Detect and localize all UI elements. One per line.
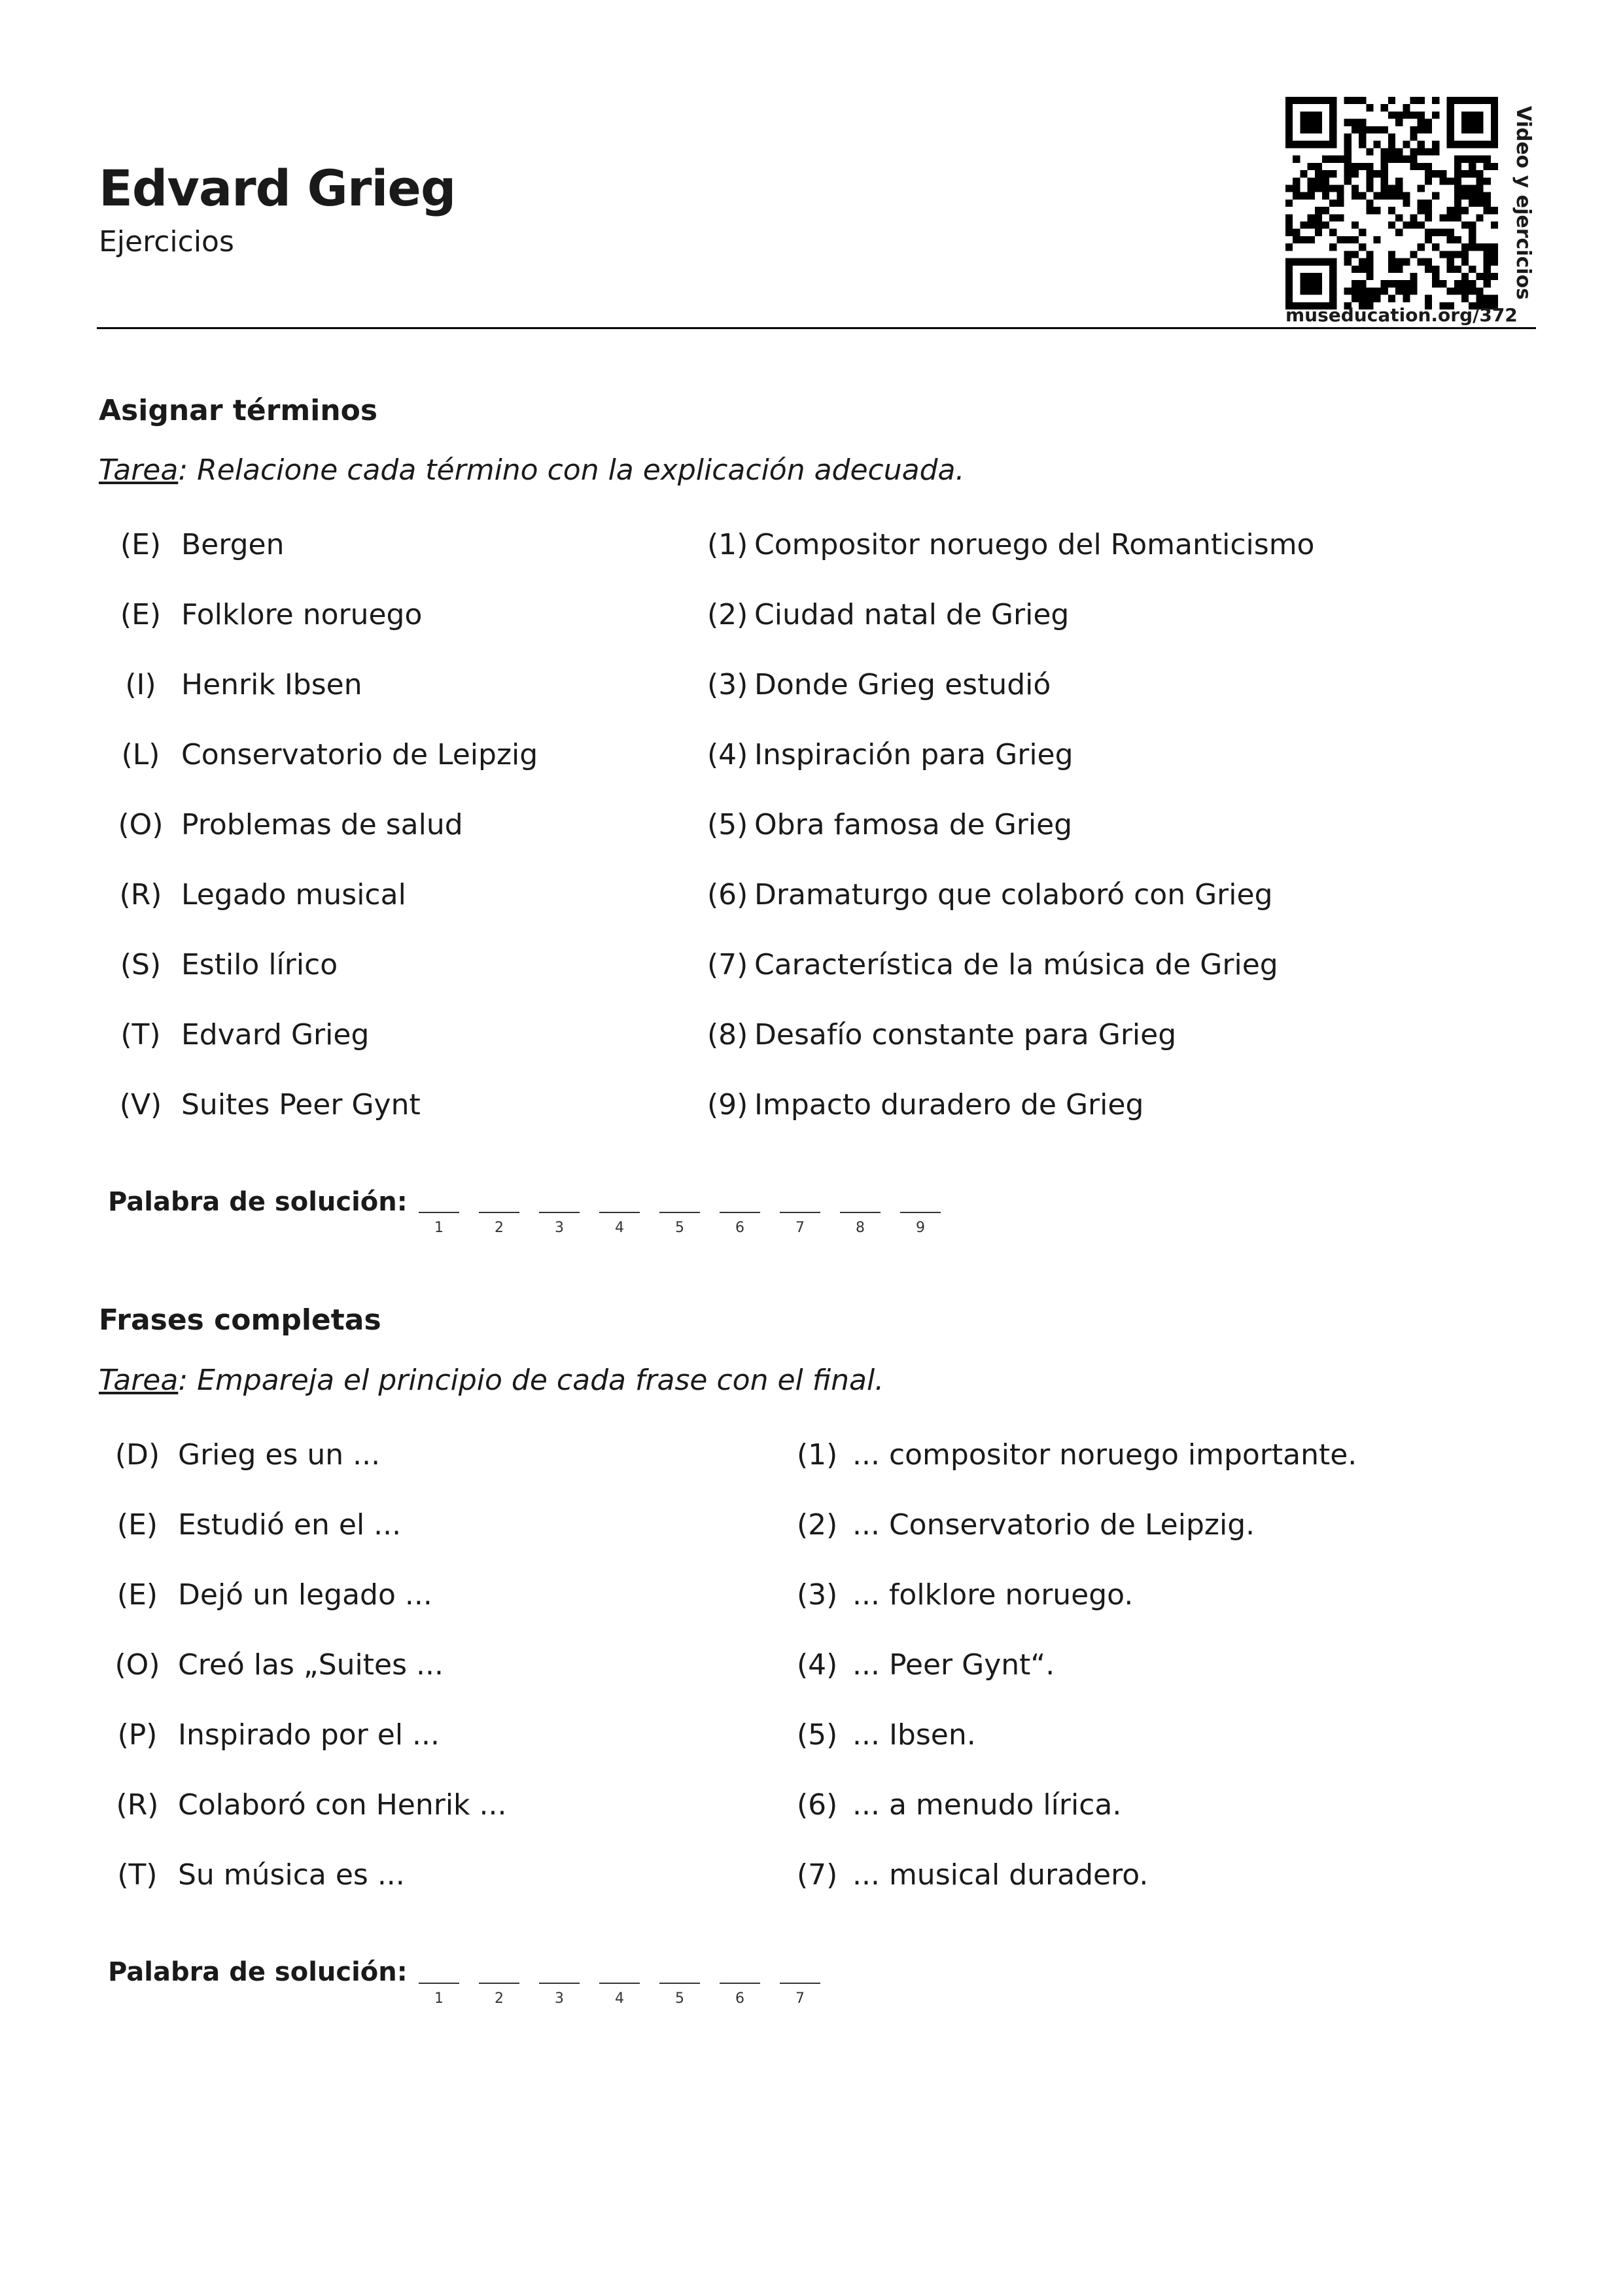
ending-text: ... a menudo lírica. (852, 1788, 1122, 1822)
beginning-letter: (E) (116, 1508, 158, 1542)
ending-text: ... folklore noruego. (852, 1578, 1134, 1612)
explanation-text: Compositor noruego del Romanticismo (754, 528, 1315, 561)
term-letter: (E) (120, 528, 162, 561)
term-text: Bergen (181, 528, 285, 561)
beginning-letter: (O) (114, 1648, 160, 1682)
section-heading-sentences: Frases completas (99, 1303, 381, 1337)
term-row (0, 1086, 1623, 1125)
term-row (0, 875, 1623, 915)
term-letter: (E) (120, 598, 162, 631)
term-text: Folklore noruego (181, 598, 423, 631)
ending-text: ... musical duradero. (852, 1858, 1149, 1892)
term-letter: (S) (120, 948, 162, 981)
ending-text: ... compositor noruego importante. (852, 1438, 1357, 1472)
explanation-number: (9) (707, 1088, 748, 1122)
solution-blank[interactable] (539, 1983, 580, 2019)
blank-number: 7 (795, 1990, 805, 2007)
page-subtitle: Ejercicios (99, 225, 234, 258)
blank-number: 2 (495, 1220, 504, 1236)
ending-number: (7) (797, 1858, 838, 1892)
solution-blank[interactable] (780, 1212, 820, 1248)
sentence-row (0, 1436, 1623, 1475)
blank-number: 4 (615, 1990, 624, 2007)
sentence-row (0, 1506, 1623, 1545)
explanation-text: Inspiración para Grieg (754, 738, 1073, 771)
beginning-text: Creó las „Suites ... (178, 1648, 444, 1682)
beginning-text: Inspirado por el ... (178, 1718, 440, 1752)
task-label: Tarea (99, 453, 179, 487)
blank-number: 6 (735, 1220, 744, 1236)
explanation-text: Impacto duradero de Grieg (754, 1088, 1144, 1122)
term-letter: (L) (121, 738, 160, 771)
sentence-row (0, 1856, 1623, 1895)
term-letter: (I) (125, 668, 156, 701)
solution-blank[interactable] (479, 1983, 519, 2019)
blank-number: 1 (434, 1990, 444, 2007)
solution-blank[interactable] (539, 1212, 580, 1248)
term-letter: (T) (120, 1018, 161, 1051)
beginning-letter: (R) (116, 1788, 159, 1822)
explanation-text: Característica de la música de Grieg (754, 948, 1278, 981)
term-letter: (V) (119, 1088, 162, 1122)
solution-blank[interactable] (720, 1983, 760, 2019)
term-row (0, 665, 1623, 705)
explanation-number: (5) (707, 808, 748, 841)
blank-number: 3 (555, 1990, 564, 2007)
term-row (0, 945, 1623, 985)
term-row (0, 595, 1623, 635)
solution-blank[interactable] (479, 1212, 519, 1248)
sentence-row (0, 1716, 1623, 1755)
explanation-number: (2) (707, 598, 748, 631)
task-text: : Empareja el principio de cada frase con el final. (178, 1364, 884, 1397)
blank-number: 4 (615, 1220, 624, 1236)
ending-number: (2) (797, 1508, 838, 1542)
explanation-text: Desafío constante para Grieg (754, 1018, 1177, 1051)
solution-blank[interactable] (419, 1212, 459, 1248)
blank-number: 7 (795, 1220, 805, 1236)
blank-number: 3 (555, 1220, 564, 1236)
beginning-text: Colaboró con Henrik ... (178, 1788, 507, 1822)
term-letter: (O) (118, 808, 164, 841)
sentence-row (0, 1786, 1623, 1825)
blank-number: 5 (675, 1220, 684, 1236)
solution-blank[interactable] (900, 1212, 941, 1248)
term-row (0, 805, 1623, 845)
solution-blank[interactable] (419, 1983, 459, 2019)
qr-code-pattern (1285, 97, 1498, 309)
task-instruction-sentences (99, 1366, 884, 1395)
explanation-number: (8) (707, 1018, 748, 1051)
term-text: Suites Peer Gynt (181, 1088, 421, 1122)
explanation-text: Ciudad natal de Grieg (754, 598, 1070, 631)
blank-number: 5 (675, 1990, 684, 2007)
explanation-number: (4) (707, 738, 748, 771)
term-text: Edvard Grieg (181, 1018, 370, 1051)
ending-number: (3) (797, 1578, 838, 1612)
solution-blank[interactable] (599, 1983, 640, 2019)
sentence-row (0, 1576, 1623, 1615)
explanation-number: (7) (707, 948, 748, 981)
term-text: Problemas de salud (181, 808, 463, 841)
sentence-row (0, 1646, 1623, 1685)
term-letter: (R) (119, 878, 162, 911)
qr-side-label: Video y ejercicios (1512, 105, 1535, 300)
beginning-letter: (P) (117, 1718, 158, 1752)
explanation-number: (6) (707, 878, 748, 911)
ending-text: ... Conservatorio de Leipzig. (852, 1508, 1255, 1542)
term-text: Henrik Ibsen (181, 668, 362, 701)
explanation-number: (1) (707, 528, 748, 561)
task-label: Tarea (99, 1364, 179, 1397)
solution-word-label: Palabra de solución: (108, 1957, 408, 1987)
task-text: : Relacione cada término con la explicación adecuada. (178, 453, 965, 487)
header-divider (97, 327, 1536, 329)
explanation-text: Donde Grieg estudió (754, 668, 1051, 701)
solution-blank[interactable] (780, 1983, 820, 2019)
beginning-letter: (E) (116, 1578, 158, 1612)
explanation-text: Dramaturgo que colaboró con Grieg (754, 878, 1273, 911)
term-row (0, 525, 1623, 565)
term-row (0, 1016, 1623, 1055)
beginning-text: Grieg es un ... (178, 1438, 381, 1472)
solution-blank[interactable] (659, 1983, 700, 2019)
explanation-number: (3) (707, 668, 748, 701)
blank-number: 9 (916, 1220, 925, 1236)
term-text: Legado musical (181, 878, 406, 911)
ending-number: (6) (797, 1788, 838, 1822)
qr-url[interactable]: museducation.org/372 (1285, 304, 1518, 326)
solution-blank[interactable] (720, 1212, 760, 1248)
term-text: Conservatorio de Leipzig (181, 738, 538, 771)
solution-blank[interactable] (840, 1212, 881, 1248)
page-title: Edvard Grieg (99, 159, 456, 217)
beginning-letter: (D) (114, 1438, 160, 1472)
ending-number: (5) (797, 1718, 838, 1752)
ending-text: ... Peer Gynt“. (852, 1648, 1055, 1682)
task-instruction-terms (99, 453, 965, 487)
term-row (0, 735, 1623, 775)
blank-number: 1 (434, 1220, 444, 1236)
ending-number: (1) (797, 1438, 838, 1472)
explanation-text: Obra famosa de Grieg (754, 808, 1073, 841)
term-text: Estilo lírico (181, 948, 338, 981)
blank-number: 2 (495, 1990, 504, 2007)
beginning-text: Dejó un legado ... (178, 1578, 432, 1612)
solution-blank[interactable] (599, 1212, 640, 1248)
section-heading-terms: Asignar términos (99, 394, 378, 427)
blank-number: 6 (735, 1990, 744, 2007)
beginning-letter: (T) (117, 1858, 158, 1892)
blank-number: 8 (856, 1220, 865, 1236)
beginning-text: Estudió en el ... (178, 1508, 402, 1542)
qr-code[interactable] (1285, 97, 1498, 309)
ending-text: ... Ibsen. (852, 1718, 976, 1752)
solution-word-label: Palabra de solución: (108, 1187, 408, 1217)
ending-number: (4) (797, 1648, 838, 1682)
solution-blank[interactable] (659, 1212, 700, 1248)
beginning-text: Su música es ... (178, 1858, 405, 1892)
